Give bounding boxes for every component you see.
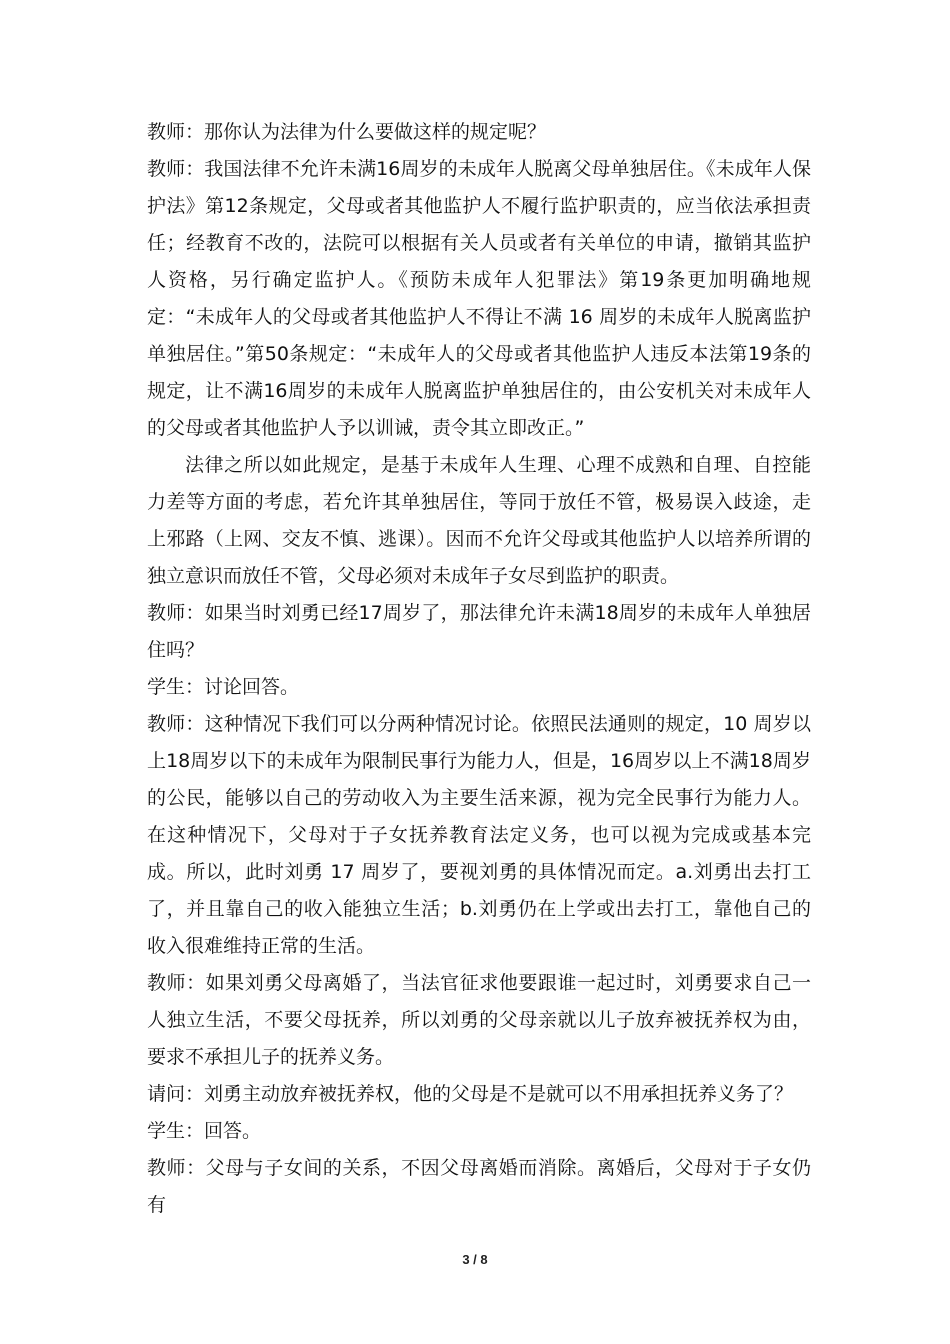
document-body [147, 114, 811, 1224]
paragraph-6: 教师：这种情况下我们可以分两种情况讨论。依照民法通则的规定，10 周岁以上18周岁以下的未成年为限制民事行为能力人，但是，16周岁以上不满18周岁的公民，能够以自己的劳动收入为主要生活来源，视为完全民事行为能力人。在这种情况下，父母对于子女抚养教育法定义务，也可以视为完成或基本完成。所以，此时刘勇 17 周岁了，要视刘勇的具体情况而定。a.刘勇出去打工了，并且靠自己的收入能独立生活；b.刘勇仍在上学或出去打工，靠他自己的收入很难维持正常的生活。 [147, 713, 811, 957]
paragraph-7: 教师：如果刘勇父母离婚了，当法官征求他要跟谁一起过时，刘勇要求自己一人独立生活，不要父母抚养，所以刘勇的父母亲就以儿子放弃被抚养权为由，要求不承担儿子的抚养义务。 [147, 972, 811, 1068]
page-number: 3 / 8 [462, 1252, 488, 1267]
paragraph-4: 教师：如果当时刘勇已经17周岁了，那法律允许未满18周岁的未成年人单独居住吗？ [147, 602, 811, 661]
paragraph-9: 学生：回答。 [147, 1120, 262, 1142]
paragraph-5: 学生：讨论回答。 [147, 676, 300, 698]
paragraph-8: 请问：刘勇主动放弃被抚养权，他的父母是不是就可以不用承担抚养义务了？ [147, 1083, 794, 1105]
paragraph-10: 教师：父母与子女间的关系，不因父母离婚而消除。离婚后，父母对于子女仍有 [147, 1157, 811, 1216]
paragraph-2: 教师：我国法律不允许未满16周岁的未成年人脱离父母单独居住。《未成年人保护法》第12条规定，父母或者其他监护人不履行监护职责的，应当依法承担责任；经教育不改的，法院可以根据有关人员或者有关单位的申请，撤销其监护人资格，另行确定监护人。《预防未成年人犯罪法》第19条更加明确地规定：“未成年人的父母或者其他监护人不得让不满 16 周岁的未成年人脱离监护单独居住。”第50条规定：“未成年人的父母或者其他监护人违反本法第19条的规定，让不满16周岁的未成年人脱离监护单独居住的，由公安机关对未成年人的父母或者其他监护人予以训诫，责令其立即改正。” [147, 158, 811, 439]
paragraph-3: 法律之所以如此规定，是基于未成年人生理、心理不成熟和自理、自控能力差等方面的考虑，若允许其单独居住，等同于放任不管，极易误入歧途，走上邪路（上网、交友不慎、逃课）。因而不允许父母或其他监护人以培养所谓的独立意识而放任不管，父母必须对未成年子女尽到监护的职责。 [147, 454, 811, 587]
paragraph-1: 教师：那你认为法律为什么要做这样的规定呢？ [147, 121, 547, 143]
